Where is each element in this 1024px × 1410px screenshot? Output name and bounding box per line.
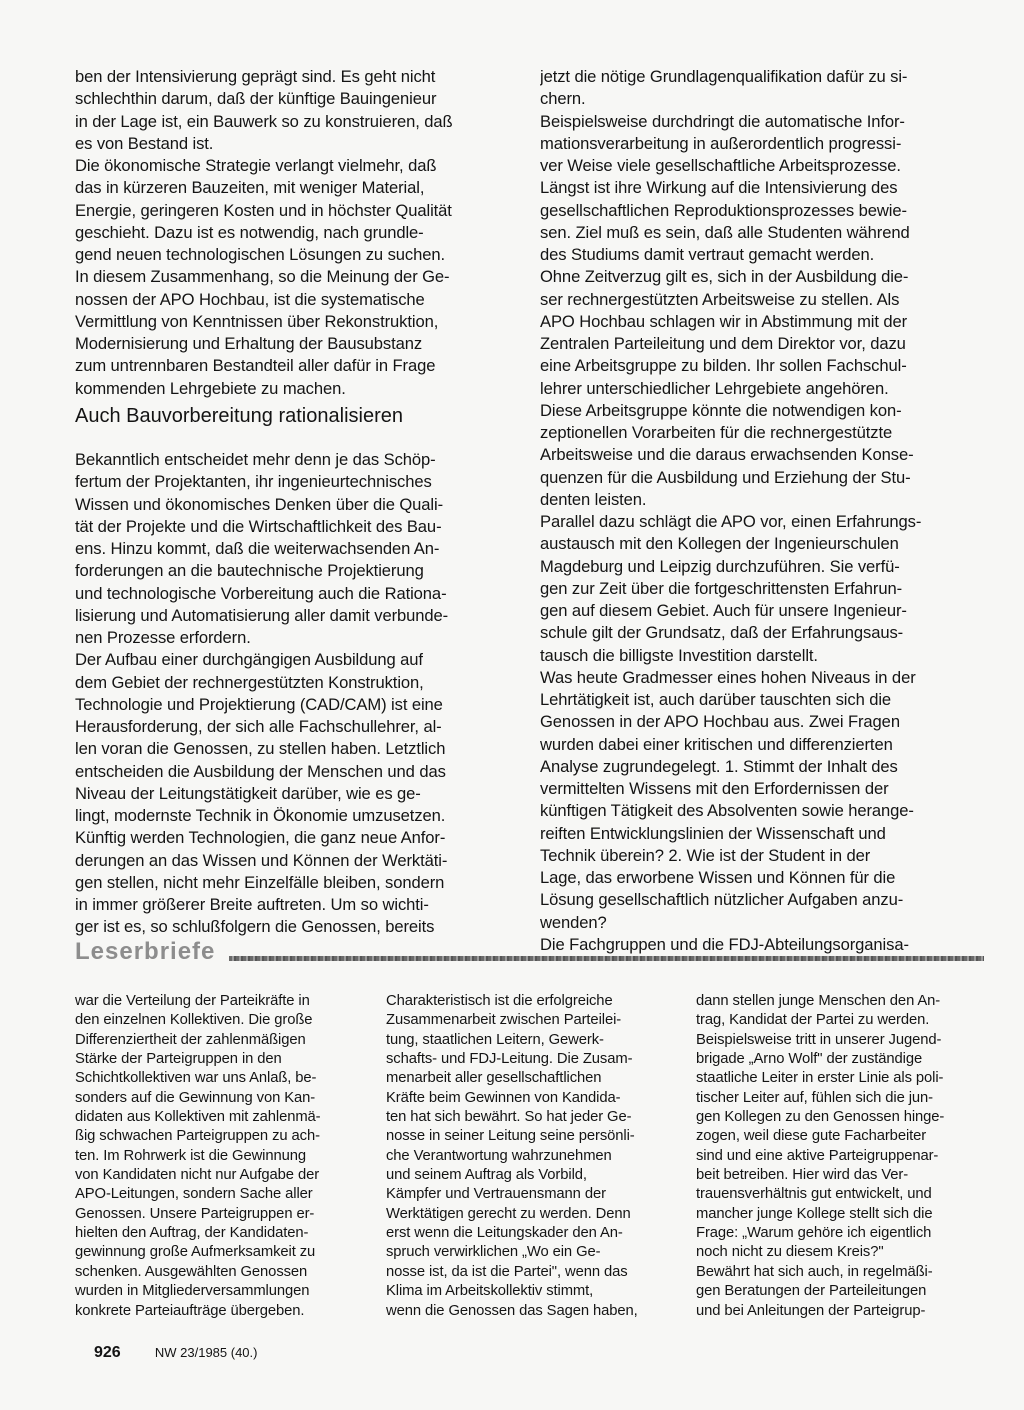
text-line: zum untrennbaren Bestandteil aller dafür in Frage	[75, 356, 436, 376]
text-line: gen Kollegen zu den Genossen hinge-	[696, 1109, 945, 1126]
text-line: gen Beratungen der Parteileitungen	[696, 1283, 927, 1300]
text-line: erst wenn die Leitungskader den An-	[386, 1225, 623, 1242]
text-line: sind und eine aktive Parteigruppenar-	[696, 1147, 939, 1164]
text-line: in immer größerer Breite auftreten. Um so wichti-	[75, 895, 429, 914]
text-line: Charakteristisch ist die erfolgreiche	[386, 993, 613, 1009]
text-line: Ohne Zeitverzug gilt es, sich in der Ausbildung die-	[540, 267, 909, 287]
text-line: tät der Projekte und die Wirtschaftlichkeit des Bau-	[75, 516, 442, 536]
text-line: wenden?	[540, 912, 607, 932]
text-line: gen auf diesem Gebiet. Auch für unsere Ingenieur-	[540, 601, 907, 620]
text-line: didaten aus Kollektiven mit zahlenmä-	[75, 1109, 321, 1126]
text-line: Parallel dazu schlägt die APO vor, einen Erfahrungs-	[540, 512, 922, 531]
text-line: Zusammenarbeit zwischen Parteilei-	[386, 1012, 622, 1029]
text-line: ben der Intensivierung geprägt sind. Es geht nicht	[75, 67, 436, 86]
text-line: vermittelten Wissens mit den Erfordernissen der	[540, 779, 889, 798]
text-line: dem Gebiet der rechnergestützten Konstruktion,	[75, 672, 424, 692]
text-line: gend neuen technologischen Lösungen zu suchen.	[75, 245, 445, 264]
section-headline: Auch Bauvorbereitung rationalisieren	[75, 405, 403, 427]
letters-column-1	[75, 992, 365, 1321]
text-line: Werktätigen gerecht zu werden. Denn	[386, 1205, 631, 1222]
text-line: APO Hochbau schlagen wir in Abstimmung mit der	[540, 311, 908, 331]
text-line: nosse ist, da ist die Partei", wenn das	[386, 1263, 628, 1280]
text-line: lehrer unterschiedlicher Lehrgebiete angehören.	[540, 378, 889, 398]
text-line: Die ökonomische Strategie verlangt vielmehr, daß	[75, 156, 437, 175]
text-line: Niveau der Leitungstätigkeit darüber, wie es ge-	[75, 783, 421, 803]
text-line: Arbeitsweise und die daraus erwachsenden Konse-	[540, 445, 914, 465]
text-line: Schichtkollektiven war uns Anlaß, be-	[75, 1070, 317, 1087]
text-line: ser rechnergestützten Arbeitsweise zu stellen. Als	[540, 289, 900, 309]
text-line: sen. Ziel muß es sein, daß alle Studenten während	[540, 222, 910, 242]
text-line: schafts- und FDJ-Leitung. Die Zusam-	[386, 1051, 633, 1068]
text-line: gen stellen, nicht mehr Einzelfälle bleiben, sondern	[75, 872, 445, 892]
text-line: ger ist es, so schlußfolgern die Genossen, bereits	[75, 917, 435, 937]
text-line: chern.	[540, 89, 586, 109]
text-line: des Studiums damit vertraut gemacht werden.	[540, 245, 875, 264]
text-line: konkrete Parteiaufträge übergeben.	[75, 1302, 305, 1319]
text-line: schule gilt der Grundsatz, daß der Erfahrungsaus-	[540, 623, 904, 643]
text-line: Kämpfer und Vertrauensmann der	[386, 1186, 606, 1203]
issue-reference: NW 23/1985 (40.)	[154, 1345, 258, 1360]
text-line: Klima im Arbeitskollektiv stimmt,	[386, 1283, 594, 1300]
text-line: Genossen in der APO Hochbau aus. Zwei Fragen	[540, 712, 900, 732]
text-line: ten hat sich bewährt. So hat jeder Ge-	[386, 1109, 632, 1126]
text-line: schlechthin darum, daß der künftige Bauingenieur	[75, 89, 437, 109]
letters-column-2	[386, 992, 676, 1321]
text-line: Modernisierung und Erhaltung der Bausubstanz	[75, 334, 423, 353]
text-line: mationsverarbeitung in außerordentlich progressi-	[540, 133, 902, 153]
text-line: trauensverhältnis gut entwickelt, und	[696, 1186, 932, 1203]
text-line: tischer Leiter auf, fühlen sich die jun-	[696, 1089, 933, 1106]
rubric-label: Leserbriefe	[75, 938, 216, 965]
text-line: Frage: „Warum gehöre ich eigentlich	[696, 1225, 932, 1242]
text-line: das in kürzeren Bauzeiten, mit weniger Material,	[75, 178, 425, 198]
text-line: gewinnung große Aufmerksamkeit zu	[75, 1244, 316, 1261]
text-line: tung, staatlichen Leitern, Gewerk-	[386, 1031, 604, 1048]
text-line: Beispielsweise durchdringt die automatische Infor-	[540, 111, 905, 131]
text-line: Zentralen Parteileitung und dem Direktor vor, dazu	[540, 334, 906, 353]
page-number: 926	[94, 1344, 121, 1361]
text-line: Herausforderung, der sich alle Fachschullehrer, al-	[75, 717, 442, 736]
text-line: ens. Hinzu kommt, daß die weiterwachsenden An-	[75, 539, 440, 558]
text-line: gen zur Zeit über die fortgeschrittensten Erfahrun-	[540, 578, 902, 598]
text-line: austausch mit den Kollegen der Ingenieurschulen	[540, 534, 899, 554]
text-line: sonders auf die Gewinnung von Kan-	[75, 1089, 316, 1106]
text-line: Lösung gesellschaftlich nützlicher Aufgaben anzu-	[540, 890, 904, 910]
text-line: Der Aufbau einer durchgängigen Ausbildung auf	[75, 650, 423, 670]
text-line: noch nicht zu diesem Kreis?"	[696, 1244, 884, 1261]
letters-column-3	[696, 992, 992, 1321]
text-line: Vermittlung von Kenntnissen über Rekonstruktion,	[75, 311, 439, 331]
text-line: eine Arbeitsgruppe zu bilden. Ihr sollen Fachschul-	[540, 356, 907, 376]
text-line: ßig schwachen Parteigruppen zu ach-	[75, 1128, 320, 1145]
text-line: Differenziertheit der zahlenmäßigen	[75, 1031, 306, 1048]
page-footer	[94, 1344, 257, 1362]
text-line: Die Fachgruppen und die FDJ-Abteilungsorganisa-	[540, 934, 909, 954]
text-line: beit betreiben. Hier wird das Ver-	[696, 1167, 909, 1184]
text-line: derungen an das Wissen und Können der Werktäti-	[75, 850, 448, 870]
text-line: in der Lage ist, ein Bauwerk so zu konstruieren, daß	[75, 111, 453, 131]
text-line: gesellschaftlichen Reproduktionsprozesses bewie-	[540, 200, 907, 220]
text-line: Lehrtätigkeit ist, auch darüber tauschten sich die	[540, 690, 892, 709]
text-line: lingt, modernste Technik in Ökonomie umzusetzen.	[75, 806, 446, 825]
text-line: wenn die Genossen das Sagen haben,	[386, 1302, 638, 1319]
text-line: nossen der APO Hochbau, ist die systematische	[75, 289, 425, 309]
text-line: Kräfte beim Gewinnen von Kandida-	[386, 1089, 621, 1106]
text-line: ver Weise viele gesellschaftliche Arbeitsprozesse.	[540, 156, 901, 175]
text-line: fertum der Projektanten, ihr ingenieurtechnisches	[75, 472, 432, 492]
text-line: entscheiden die Ausbildung der Menschen und das	[75, 761, 446, 781]
text-line: APO-Leitungen, sondern Sache aller	[75, 1186, 313, 1203]
text-line: war die Verteilung der Parteikräfte in	[75, 993, 310, 1009]
text-line: nosse in seiner Leitung seine persönli-	[386, 1128, 635, 1145]
text-line: Stärke der Parteigruppen in den	[75, 1051, 282, 1068]
text-line: Längst ist ihre Wirkung auf die Intensivierung des	[540, 178, 898, 198]
text-line: menarbeit aller gesellschaftlichen	[386, 1070, 602, 1087]
text-line: spruch verwirklichen „Wo ein Ge-	[386, 1244, 601, 1261]
text-line: hielten den Auftrag, der Kandidaten-	[75, 1225, 309, 1242]
text-line: Genossen. Unsere Parteigruppen er-	[75, 1205, 315, 1222]
text-line: Lage, das erworbene Wissen und Können für die	[540, 868, 896, 887]
text-line: künftigen Tätigkeit des Absolventen sowie herange-	[540, 801, 914, 821]
article-column-left-upper	[75, 66, 523, 400]
text-line: kommenden Lehrgebiete zu machen.	[75, 378, 346, 398]
text-line: nen Prozesse erfordern.	[75, 628, 251, 647]
text-line: reiften Entwicklungslinien der Wissenschaft und	[540, 823, 886, 843]
text-line: wurden dabei einer kritischen und differenzierten	[540, 734, 893, 754]
text-line: quenzen für die Ausbildung und Erziehung der Stu-	[540, 467, 911, 487]
text-line: Technik überein? 2. Wie ist der Student in der	[540, 845, 871, 865]
text-line: lisierung und Automatisierung aller damit verbunde-	[75, 605, 449, 625]
text-line: len voran die Genossen, zu stellen haben. Letztlich	[75, 739, 446, 759]
text-line: trag, Kandidat der Partei zu werden.	[696, 1012, 930, 1029]
text-line: ten. Im Rohrwerk ist die Gewinnung	[75, 1147, 306, 1164]
text-line: Magdeburg und Leipzig durchzuführen. Sie verfü-	[540, 556, 900, 576]
article-column-left-lower	[75, 449, 523, 939]
text-line: Technologie und Projektierung (CAD/CAM) ist eine	[75, 694, 443, 714]
text-line: schenken. Ausgewählten Genossen	[75, 1263, 308, 1280]
text-line: Analyse zugrundegelegt. 1. Stimmt der Inhalt des	[540, 756, 898, 776]
text-line: und seinem Auftrag als Vorbild,	[386, 1167, 587, 1184]
text-line: Energie, geringeren Kosten und in höchster Qualität	[75, 200, 452, 220]
text-line: es von Bestand ist.	[75, 133, 214, 153]
text-line: und technologische Vorbereitung auch die Rationa-	[75, 583, 447, 603]
text-line: In diesem Zusammenhang, so die Meinung der Ge-	[75, 267, 450, 287]
text-line: den einzelnen Kollektiven. Die große	[75, 1012, 313, 1029]
text-line: Was heute Gradmesser eines hohen Niveaus in der	[540, 667, 916, 687]
text-line: jetzt die nötige Grundlagenqualifikation dafür zu si-	[540, 67, 908, 86]
text-line: geschieht. Dazu ist es notwendig, nach grundle-	[75, 222, 424, 242]
text-line: Bewährt hat sich auch, in regelmäßi-	[696, 1263, 933, 1280]
text-line: Diese Arbeitsgruppe könnte die notwendigen kon-	[540, 400, 902, 420]
rubric-divider-rule	[229, 956, 984, 961]
text-line: und bei Anleitungen der Parteigrup-	[696, 1302, 926, 1319]
text-line: dann stellen junge Menschen den An-	[696, 993, 941, 1009]
text-line: Wissen und ökonomisches Denken über die Quali-	[75, 494, 444, 514]
text-line: Künftig werden Technologien, die ganz neue Anfor-	[75, 828, 446, 848]
text-line: Beispielsweise tritt in unserer Jugend-	[696, 1031, 942, 1048]
text-line: mancher junge Kollege stellt sich die	[696, 1205, 933, 1222]
text-line: staatliche Leiter in erster Linie als poli-	[696, 1070, 944, 1087]
article-column-right	[540, 66, 992, 956]
text-line: denten leisten.	[540, 489, 647, 509]
rubric-header	[75, 936, 995, 976]
text-line: Bekanntlich entscheidet mehr denn je das Schöp-	[75, 450, 436, 469]
text-line: forderungen an die bautechnische Projektierung	[75, 561, 424, 581]
text-line: che Verantwortung wahrzunehmen	[386, 1147, 612, 1164]
text-line: von Kandidaten nicht nur Aufgabe der	[75, 1167, 320, 1184]
text-line: tausch die billigste Investition darstellt.	[540, 645, 818, 665]
text-line: wurden in Mitgliederversammlungen	[75, 1283, 310, 1300]
text-line: zeptionellen Vorarbeiten für die rechnergestützte	[540, 423, 893, 442]
text-line: zogen, weil diese gute Facharbeiter	[696, 1128, 927, 1145]
text-line: brigade „Arno Wolf" der zuständige	[696, 1051, 923, 1068]
